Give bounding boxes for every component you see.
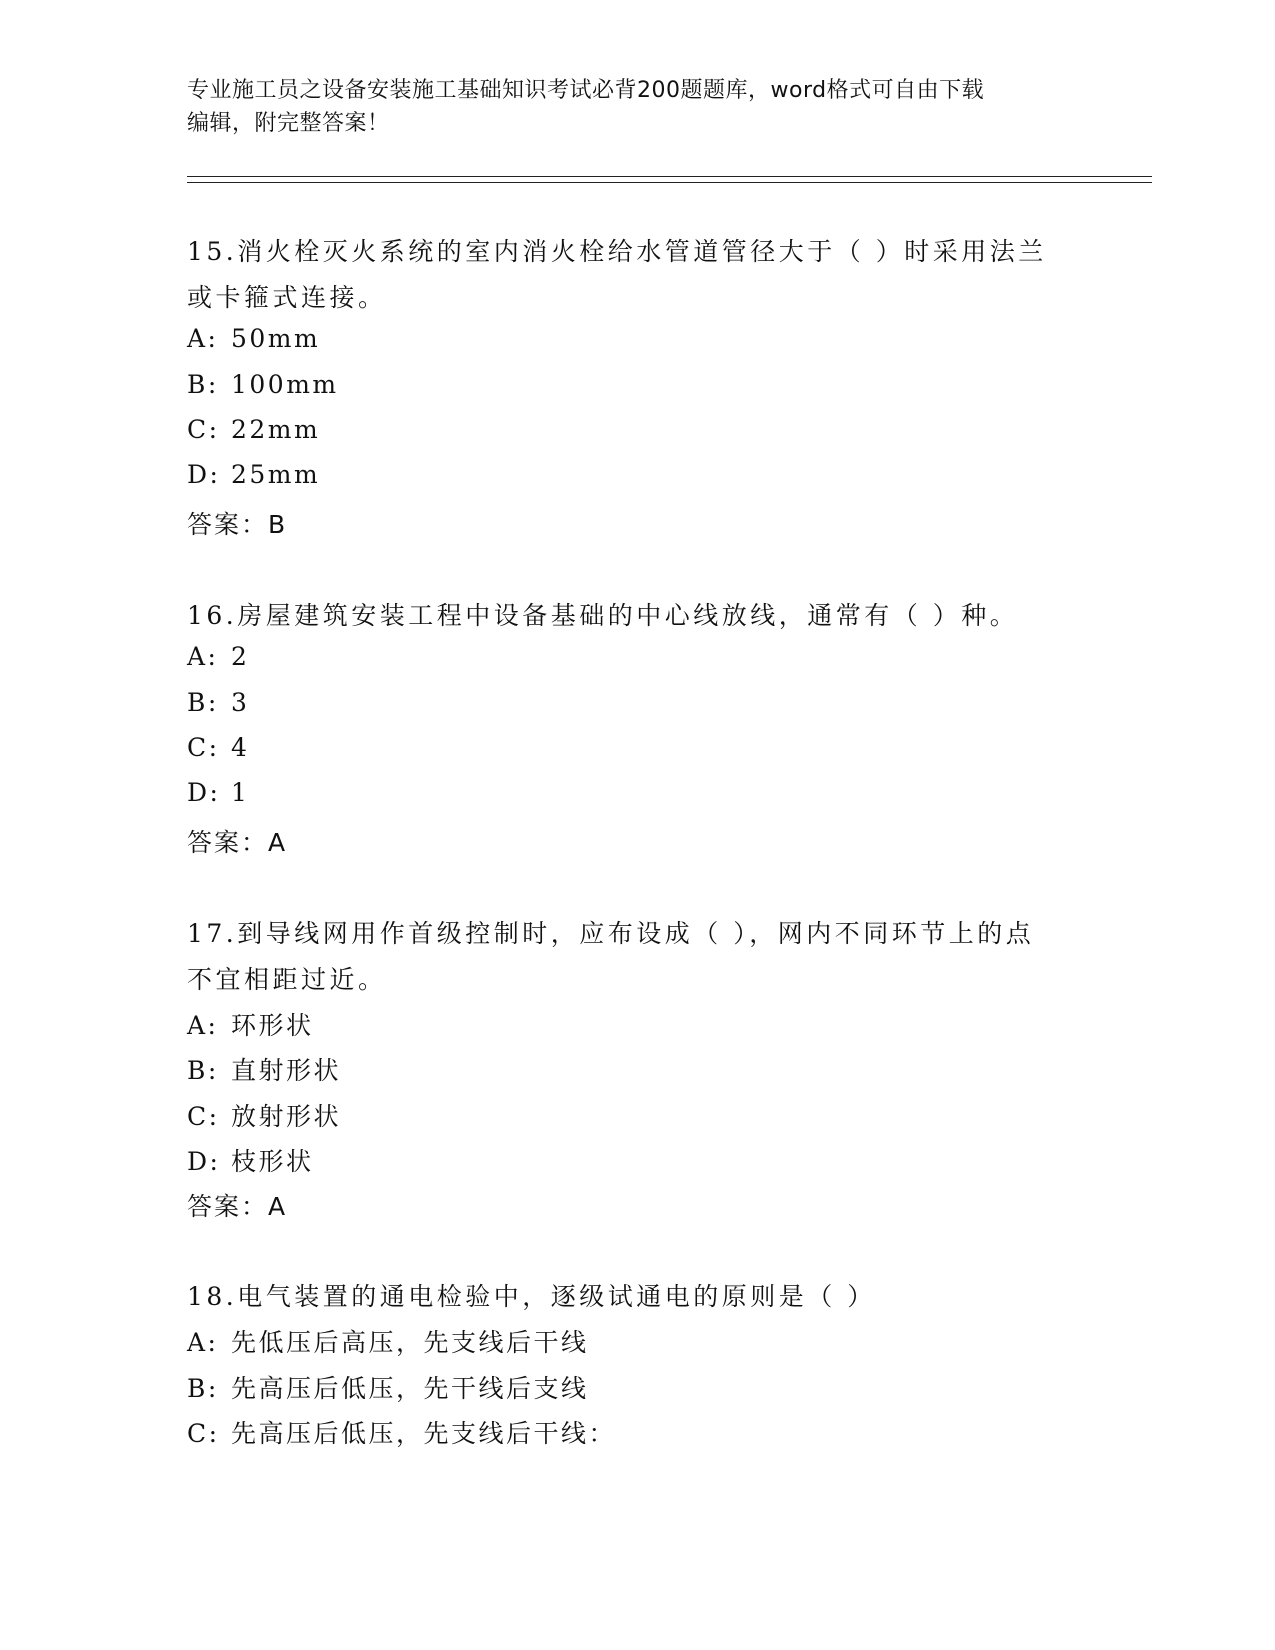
question-16-option-c	[187, 733, 249, 762]
option-text: 22mm	[231, 415, 321, 444]
option-letter: B:	[187, 688, 219, 717]
document-header	[187, 74, 1067, 140]
header-divider-bottom	[187, 182, 1152, 183]
question-16-option-b	[187, 688, 249, 717]
option-text: 枝形状	[231, 1147, 314, 1176]
option-text: 3	[231, 688, 250, 717]
option-text: 2	[231, 642, 250, 671]
option-letter: A:	[187, 1011, 219, 1040]
question-15-option-c	[187, 415, 320, 444]
option-letter: D:	[187, 778, 221, 807]
option-text: 先高压后低压，先干线后支线	[231, 1374, 589, 1403]
option-letter: C:	[187, 415, 220, 444]
option-text: 25mm	[231, 460, 321, 489]
option-letter: C:	[187, 1102, 220, 1131]
option-text: 1	[231, 778, 250, 807]
option-letter: C:	[187, 1419, 220, 1448]
question-17-line-1: 17.到导线网用作首级控制时，应布设成（ ），网内不同环节上的点	[187, 919, 1035, 948]
question-15-option-b	[187, 370, 339, 399]
question-18-option-a	[187, 1323, 589, 1359]
question-16-option-d	[187, 778, 249, 807]
option-letter: B:	[187, 370, 219, 399]
option-text: 先低压后高压，先支线后干线	[231, 1328, 589, 1357]
question-17-answer: 答案：A	[187, 1192, 288, 1221]
option-text: 环形状	[231, 1011, 314, 1040]
question-16-line-1: 16.房屋建筑安装工程中设备基础的中心线放线，通常有（ ）种。	[187, 601, 1019, 630]
question-15-answer: 答案：B	[187, 510, 288, 539]
option-letter: A:	[187, 324, 219, 353]
option-letter: B:	[187, 1056, 219, 1085]
header-line-2: 编辑，附完整答案！	[187, 111, 390, 136]
question-16-option-a	[187, 642, 249, 671]
option-text: 先高压后低压，先支线后干线：	[231, 1419, 617, 1448]
question-17-line-2: 不宜相距过近。	[187, 965, 387, 994]
question-18-option-b	[187, 1369, 589, 1405]
option-letter: C:	[187, 733, 220, 762]
option-text: 直射形状	[231, 1056, 342, 1085]
question-17-option-c	[187, 1097, 341, 1133]
question-15-option-d	[187, 460, 320, 489]
header-divider-top	[187, 176, 1152, 177]
question-17-option-b	[187, 1051, 341, 1087]
question-18-option-c	[187, 1414, 616, 1450]
question-15-option-a	[187, 324, 320, 353]
option-letter: D:	[187, 460, 221, 489]
question-17-option-a	[187, 1006, 314, 1042]
option-letter: A:	[187, 1328, 219, 1357]
question-17-option-d	[187, 1142, 314, 1178]
option-letter: D:	[187, 1147, 221, 1176]
option-letter: A:	[187, 642, 219, 671]
option-text: 放射形状	[231, 1102, 342, 1131]
option-letter: B:	[187, 1374, 219, 1403]
option-text: 50mm	[231, 324, 321, 353]
question-15-line-1: 15.消火栓灭火系统的室内消火栓给水管道管径大于（ ）时采用法兰	[187, 237, 1047, 266]
header-line-1: 专业施工员之设备安装施工基础知识考试必背200题题库，word格式可自由下载	[187, 78, 985, 103]
question-18-line-1: 18.电气装置的通电检验中，逐级试通电的原则是（ ）	[187, 1282, 876, 1311]
option-text: 4	[231, 733, 250, 762]
option-text: 100mm	[231, 370, 339, 399]
question-15-line-2: 或卡箍式连接。	[187, 283, 387, 312]
question-16-answer: 答案：A	[187, 828, 288, 857]
